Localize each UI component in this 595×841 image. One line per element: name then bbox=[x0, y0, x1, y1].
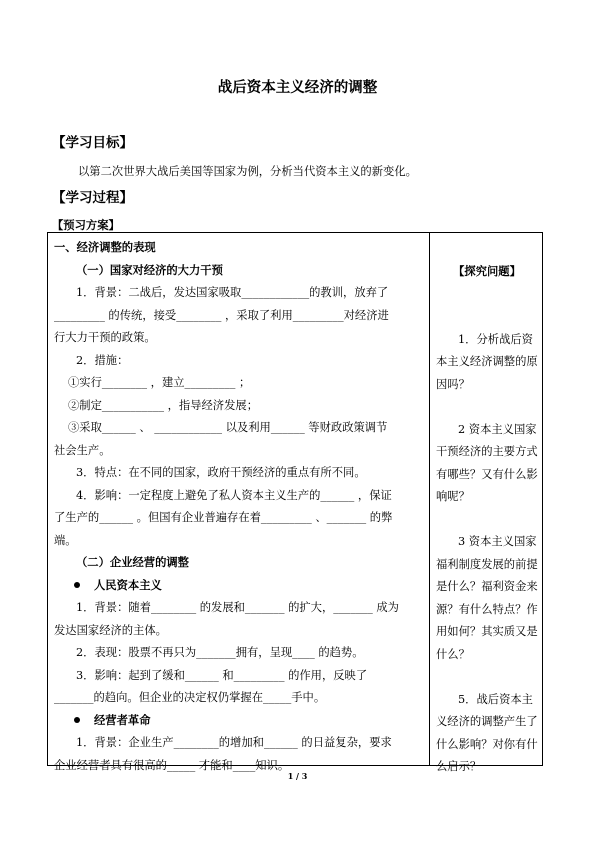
text-line: 3．特点：在不同的国家，政府干预经济的重点有所不同。 bbox=[76, 466, 366, 479]
text-line: _________ 的传统，接受________ ，采取了利用_________对经济进 bbox=[54, 308, 389, 322]
bullet-heading bbox=[54, 710, 420, 733]
bullet-icon bbox=[74, 582, 80, 588]
bullet-heading-label: 经营者革命 bbox=[94, 713, 151, 727]
column-divider bbox=[429, 233, 430, 765]
bullet-icon bbox=[74, 717, 80, 723]
spacer bbox=[436, 396, 538, 419]
question-header: 【探究问题】 bbox=[453, 265, 521, 278]
question-1: 1．分析战后资本主义经济调整的原因吗？ bbox=[436, 332, 538, 391]
question-5: 5．战后资本主义经济的调整产生了什么影响？对你有什么启示？ bbox=[436, 692, 538, 773]
text-line: 2．表现：股票不再只为_______拥有，呈现____ 的趋势。 bbox=[76, 646, 364, 659]
text-line: ②制定___________ ，指导经济发展； bbox=[68, 398, 258, 412]
text-line: 1．背景：随着________ 的发展和_______ 的扩大，_______ 成为 bbox=[76, 601, 399, 614]
text-line: 端。 bbox=[54, 533, 77, 547]
text-line: 2．措施： bbox=[76, 353, 129, 367]
section-process-heading: 【学习过程】 bbox=[52, 190, 133, 206]
subsection-heading: （二）企业经营的调整 bbox=[76, 556, 189, 569]
page-number: 1 / 3 bbox=[287, 771, 308, 781]
text-line: 1．背景：二战后，发达国家吸取____________的教训，放弃了 bbox=[76, 286, 389, 299]
text-line: 行大力干预的政策。 bbox=[54, 331, 156, 344]
bullet-heading bbox=[54, 575, 420, 598]
study-table bbox=[47, 232, 543, 773]
text-line: 社会生产。 bbox=[54, 443, 111, 457]
question-3: 3 资本主义国家福利制度发展的前提是什么？福利资金来源？有什么特点？作用如何？其实质又是什么？ bbox=[436, 535, 538, 661]
section-heading: 一、经济调整的表现 bbox=[54, 241, 156, 254]
spacer bbox=[436, 284, 538, 329]
text-line: 企业经营者具有很高的_____ 才能和____知识。 bbox=[54, 758, 290, 772]
page-title: 战后资本主义经济的调整 bbox=[217, 80, 378, 96]
subsection-heading: （一）国家对经济的大力干预 bbox=[76, 263, 223, 277]
bullet-heading-label: 人民资本主义 bbox=[94, 578, 162, 592]
spacer bbox=[436, 666, 538, 689]
prep-label: 【预习方案】 bbox=[52, 219, 120, 232]
main-column bbox=[54, 237, 420, 777]
objective-text: 以第二次世界大战后美国等国家为例，分析当代资本主义的新变化。 bbox=[78, 165, 417, 178]
spacer bbox=[436, 509, 538, 532]
text-line: 发达国家经济的主体。 bbox=[54, 623, 167, 637]
text-line: 4．影响：一定程度上避免了私人资本主义生产的______ ，保证 bbox=[76, 488, 392, 502]
text-line: _______的趋向。但企业的决定权仍掌握在_____手中。 bbox=[54, 691, 326, 704]
text-line: 了生产的______ 。但国有企业普遍存在着_________ 、_______ 的弊 bbox=[54, 511, 393, 524]
text-line: 3．影响：起到了缓和______ 和_________ 的作用，反映了 bbox=[76, 668, 368, 682]
text-line: ③采取______ 、 ____________ 以及利用______ 等财政政策调节 bbox=[68, 421, 388, 434]
text-line: 1．背景：企业生产________的增加和______ 的日益复杂，要求 bbox=[76, 736, 392, 749]
question-2: 2 资本主义国家干预经济的主要方式有哪些？又有什么影响呢？ bbox=[436, 422, 538, 503]
section-objectives-heading: 【学习目标】 bbox=[52, 135, 133, 151]
text-line: ①实行________ ，建立_________ ； bbox=[68, 376, 251, 389]
question-column bbox=[436, 237, 538, 779]
